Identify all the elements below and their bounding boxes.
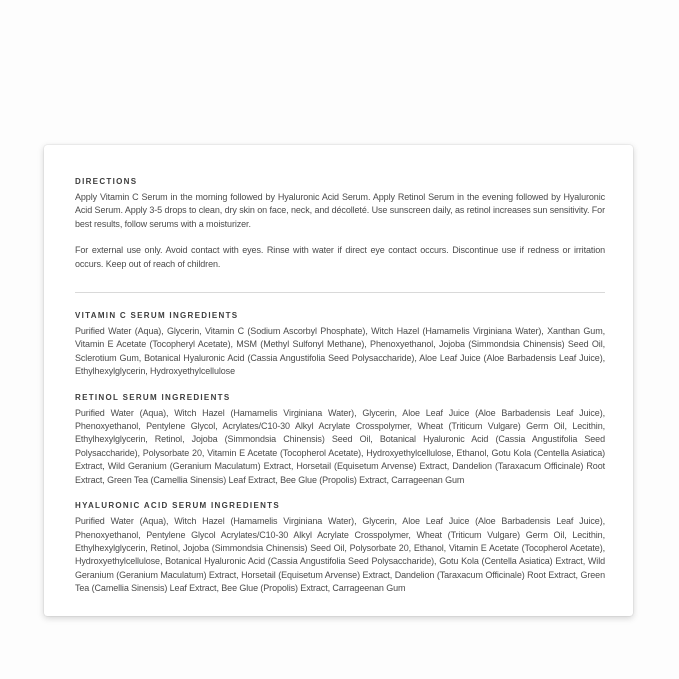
vitamin-c-ingredients-text: Purified Water (Aqua), Glycerin, Vitamin C (Sodium Ascorbyl Phosphate), Witch Hazel (Hamamelis Virginiana Water), Xanthan Gum, Vitamin E Acetate (Tocopheryl Acetate), MSM (Methyl Sulfonyl Methane), Phenoxyethanol, Jojoba (Simmondsia Chinensis) Seed Oil, Sclerotium Gum, Botanical Hyaluronic Acid (Cassia Angustifolia Seed Polysaccharide), Aloe Leaf Juice (Aloe Barbadensis Leaf Juice), Ethylhexylglycerin, Hydroxyethylcellulose: [75, 326, 605, 377]
hyaluronic-acid-ingredients-heading: HYALURONIC ACID SERUM INGREDIENTS: [75, 501, 280, 511]
hyaluronic-acid-ingredients-text: Purified Water (Aqua), Witch Hazel (Hamamelis Virginiana Water), Glycerin, Aloe Leaf Juice (Aloe Barbadensis Leaf Juice), Phenoxyethanol, Pentylene Glycol Acrylates/C10-30 Alkyl Acrylate Crosspolymer, Wheat (Triticum Vulgare) Germ Oil, Lecithin, Ethylhexylglycerin, Retinol, Jojoba (Simmondsia Chinensis) Seed Oil, Polysorbate 20, Ethanol, Vitamin E Acetate (Tocopherol Acetate), Hydroxyethylcellulose, Botanical Hyaluronic Acid (Cassia Angustifolia Seed Polysaccharide), Gotu Kola (Centella Asiatica) Extract, Wild Geranium (Geranium Maculatum) Extract, Horsetail (Equisetum Arvense) Extract, Dandelion (Taraxacum Officinale) Root Extract, Green Tea (Camellia Sinensis) Leaf Extract, Bee Glue (Propolis) Extract, Carrageenan Gum: [75, 516, 605, 594]
directions-section: [75, 177, 605, 271]
directions-heading: DIRECTIONS: [75, 177, 138, 186]
directions-warning-text: For external use only. Avoid contact with eyes. Rinse with water if direct eye contact occurs. Discontinue use if redness or irritation occurs. Keep out of reach of children.: [75, 245, 605, 269]
retinol-ingredients-text: Purified Water (Aqua), Witch Hazel (Hamamelis Virginiana Water), Glycerin, Aloe Leaf Juice (Aloe Barbadensis Leaf Juice), Phenoxyethanol, Pentylene Glycol, Acrylates/C10-30 Alkyl Acrylate Crosspolymer, Wheat (Triticum Vulgare) Germ Oil, Lecithin, Ethylhexylglycerin, Retinol, Jojoba (Simmondsia Chinensis) Seed Oil, Botanical Hyaluronic Acid (Cassia Angustifolia Seed Polysaccharide), Polysorbate 20, Vitamin E Acetate (Tocopherol Acetate), Hydroxyethylcellulose, Ethanol, Gotu Kola (Centella Asiatica) Extract, Wild Geranium (Geranium Maculatum) Extract, Horsetail (Equisetum Arvense) Extract, Dandelion (Taraxacum Officinale) Root Extract, Green Tea (Camellia Sinensis) Leaf Extract, Bee Glue (Propolis) Extract, Carrageenan Gum: [75, 407, 605, 485]
label-card: [44, 145, 633, 616]
retinol-ingredients-section: [75, 393, 605, 487]
directions-usage-text: Apply Vitamin C Serum in the morning followed by Hyaluronic Acid Serum. Apply Retinol Serum in the evening followed by Hyaluronic Acid Serum. Apply 3-5 drops to clean, dry skin on face, neck, and décolleté. Use sunscreen daily, as retinol increases sun sensitivity. For best results, follow serums with a moisturizer.: [75, 192, 605, 229]
hyaluronic-acid-ingredients-section: [75, 501, 605, 595]
vitamin-c-ingredients-heading: VITAMIN C SERUM INGREDIENTS: [75, 311, 239, 321]
section-divider: [75, 292, 605, 293]
retinol-ingredients-heading: RETINOL SERUM INGREDIENTS: [75, 392, 231, 402]
vitamin-c-ingredients-section: [75, 311, 605, 379]
